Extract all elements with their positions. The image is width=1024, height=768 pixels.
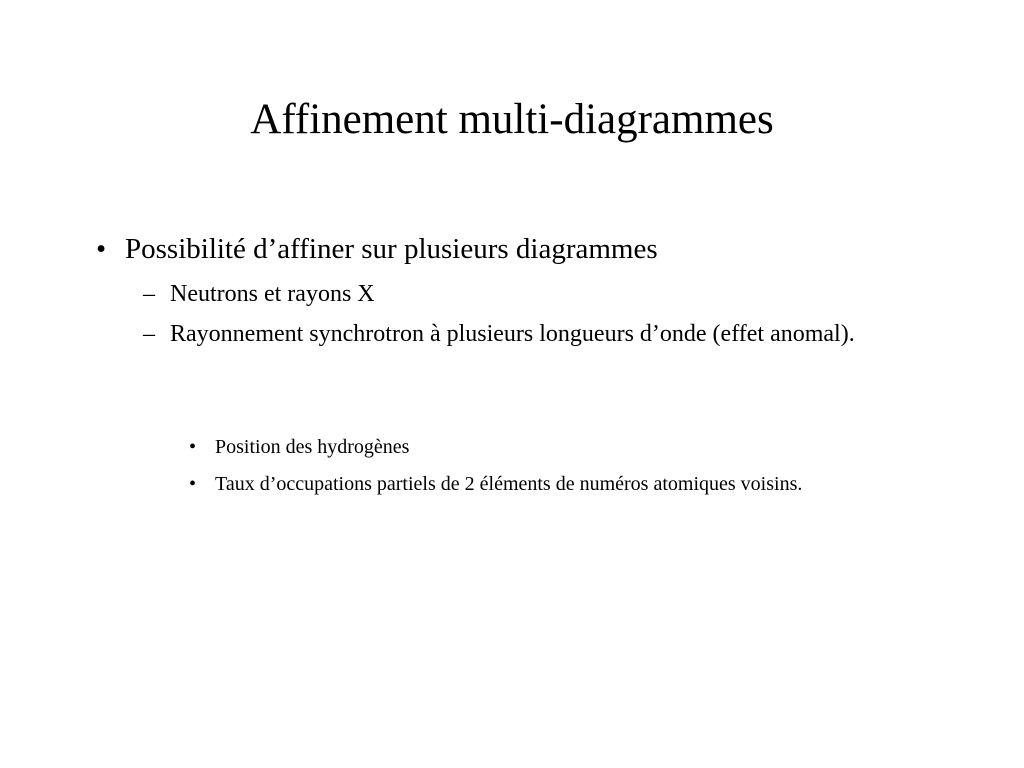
bullet-marker: • — [189, 436, 197, 458]
bullet-text: Possibilité d’affiner sur plusieurs diagrammes — [125, 233, 658, 265]
sub-sub-bullet-text: Position des hydrogènes — [215, 436, 410, 458]
bullet-marker: • — [189, 473, 197, 495]
slide-title: Affinement multi-diagrammes — [250, 96, 774, 143]
dash-marker: – — [143, 281, 155, 307]
sub-sub-bullet-text: Taux d’occupations partiels de 2 éléments de numéros atomiques voisins. — [215, 473, 803, 495]
dash-marker: – — [143, 321, 155, 347]
bullet-marker: • — [96, 233, 107, 265]
sub-bullet-text: Neutrons et rayons X — [170, 281, 375, 307]
sub-bullet-text: Rayonnement synchrotron à plusieurs longueurs d’onde (effet anomal). — [170, 321, 855, 347]
